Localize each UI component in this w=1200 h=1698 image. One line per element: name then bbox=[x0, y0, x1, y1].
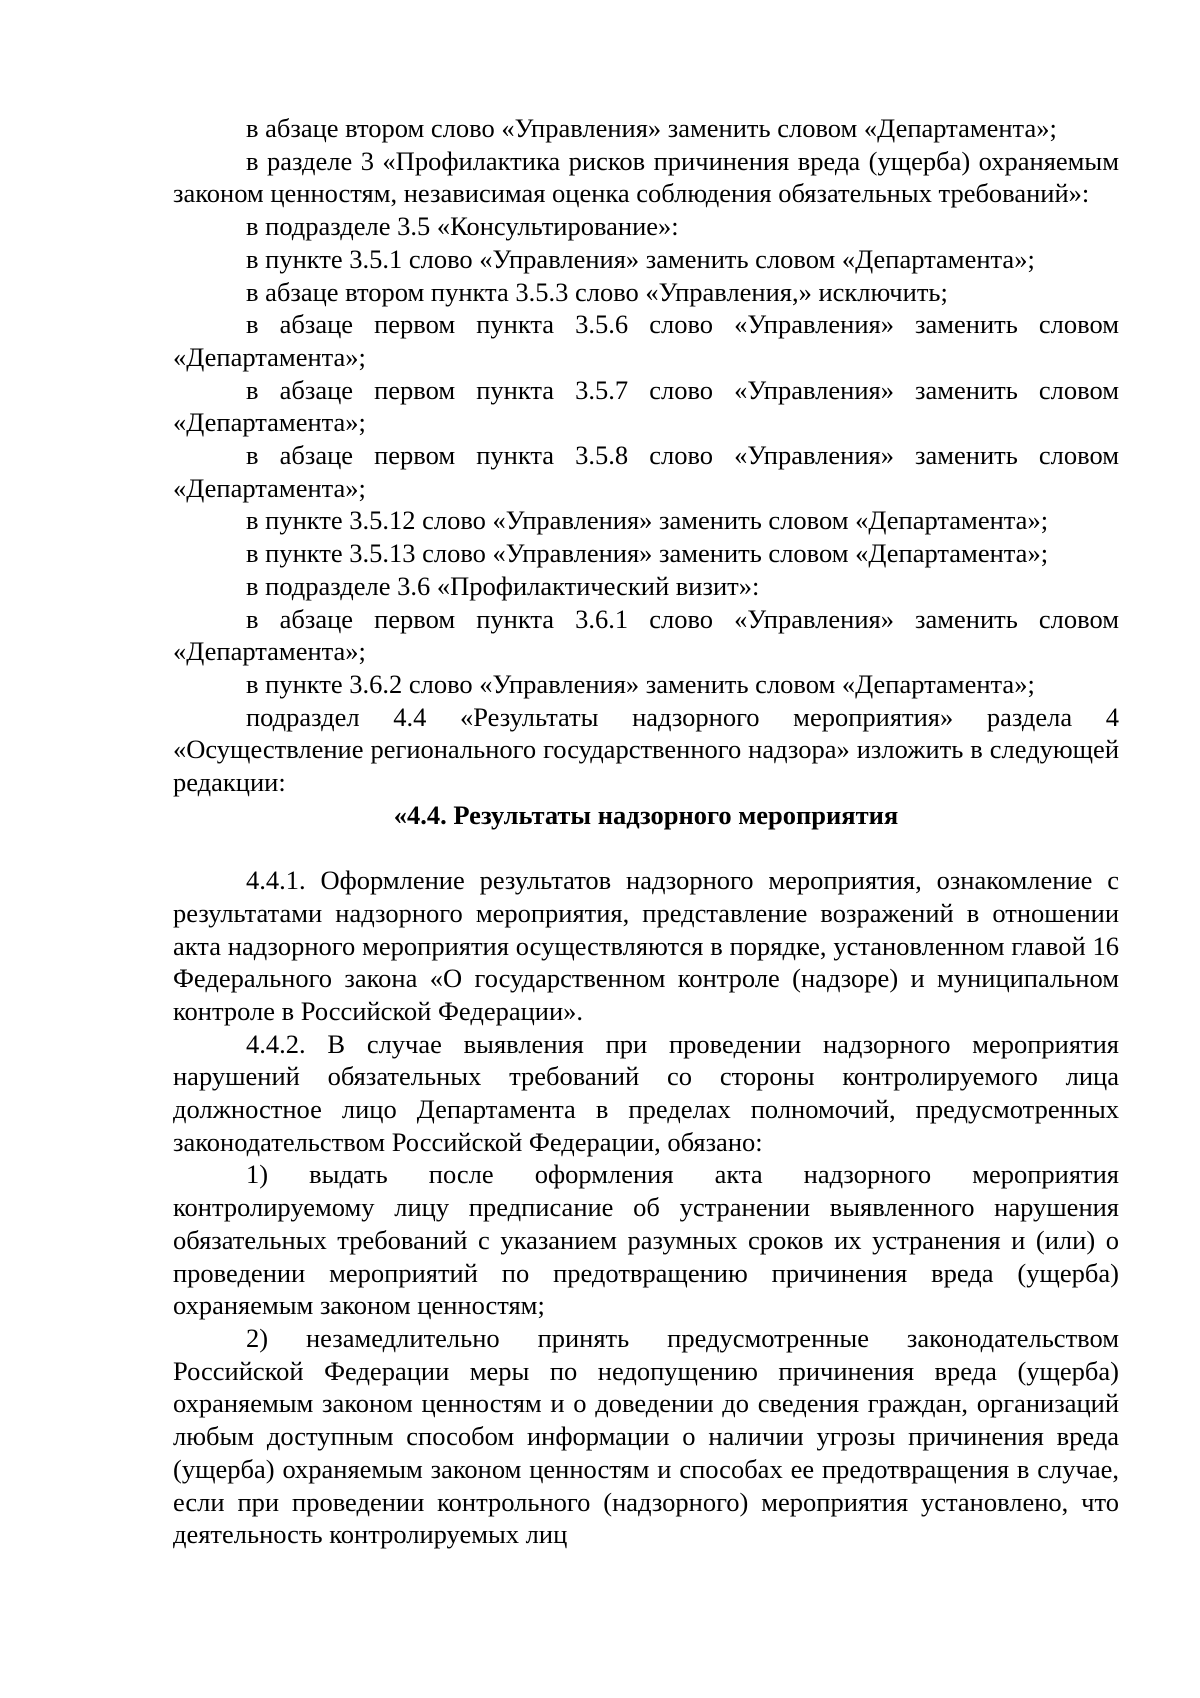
paragraph-12: в абзаце первом пункта 3.6.1 слово «Управления» заменить словом «Департамента»; bbox=[173, 603, 1119, 667]
paragraph-2: в разделе 3 «Профилактика рисков причинения вреда (ущерба) охраняемым законом ценностям, независимая оценка соблюдения обязательных требований»: bbox=[173, 145, 1119, 209]
paragraph-10: в пункте 3.5.13 слово «Управления» заменить словом «Департамента»; bbox=[246, 538, 1049, 569]
paragraph-6: в абзаце первом пункта 3.5.6 слово «Управления» заменить словом «Департамента»; bbox=[173, 309, 1119, 372]
paragraph-4-4-1: 4.4.1. Оформление результатов надзорного мероприятия, ознакомление с результатами надзорного мероприятия, представление возражений в отношении акта надзорного мероприятия осуществляются в порядке, установленном главой 16 Федерального закона «О государственном контроле (надзоре) и муниципальном контроле в Российской Федерации». bbox=[173, 865, 1119, 1026]
paragraph-14: подраздел 4.4 «Результаты надзорного мероприятия» раздела 4 «Осуществление регионального государственного надзора» изложить в следующей редакции: bbox=[173, 701, 1119, 798]
list-item-1: 1) выдать после оформления акта надзорного мероприятия контролируемому лицу предписание об устранении выявленного нарушения обязательных требований с указанием разумных сроков их устранения и (или) о проведении мероприятий по предотвращению причинения вреда (ущерба) охраняемым законом ценностям; bbox=[173, 1159, 1119, 1321]
paragraph-11: в подразделе 3.6 «Профилактический визит»: bbox=[246, 570, 760, 601]
paragraph-4: в пункте 3.5.1 слово «Управления» заменить словом «Департамента»; bbox=[246, 243, 1035, 274]
paragraph-5: в абзаце втором пункта 3.5.3 слово «Управления,» исключить; bbox=[246, 276, 948, 307]
document-body bbox=[173, 112, 1119, 1551]
paragraph-3: в подразделе 3.5 «Консультирование»: bbox=[246, 211, 679, 242]
paragraph-13: в пункте 3.6.2 слово «Управления» заменить словом «Департамента»; bbox=[246, 668, 1035, 699]
section-heading: «4.4. Результаты надзорного мероприятия bbox=[393, 799, 899, 830]
paragraph-8: в абзаце первом пункта 3.5.8 слово «Управления» заменить словом «Департамента»; bbox=[173, 440, 1119, 503]
paragraph-1: в абзаце втором слово «Управления» заменить словом «Департамента»; bbox=[246, 113, 1057, 143]
paragraph-4-4-2: 4.4.2. В случае выявления при проведении надзорного мероприятия нарушений обязательных требований со стороны контролируемого лица должностное лицо Департамента в пределах полномочий, предусмотренных законодательством Российской Федерации, обязано: bbox=[173, 1028, 1119, 1157]
list-item-2: 2) незамедлительно принять предусмотренные законодательством Российской Федерации меры по недопущению причинения вреда (ущерба) охраняемым законом ценностям и о доведении до сведения граждан, организаций любым доступным способом информации о наличии угрозы причинения вреда (ущерба) охраняемым законом ценностям и способах ее предотвращения в случае, если при проведении контрольного (надзорного) мероприятия установлено, что деятельность контролируемых лиц bbox=[173, 1323, 1119, 1550]
paragraph-9: в пункте 3.5.12 слово «Управления» заменить словом «Департамента»; bbox=[246, 505, 1049, 536]
paragraph-7: в абзаце первом пункта 3.5.7 слово «Управления» заменить словом «Департамента»; bbox=[173, 374, 1119, 438]
